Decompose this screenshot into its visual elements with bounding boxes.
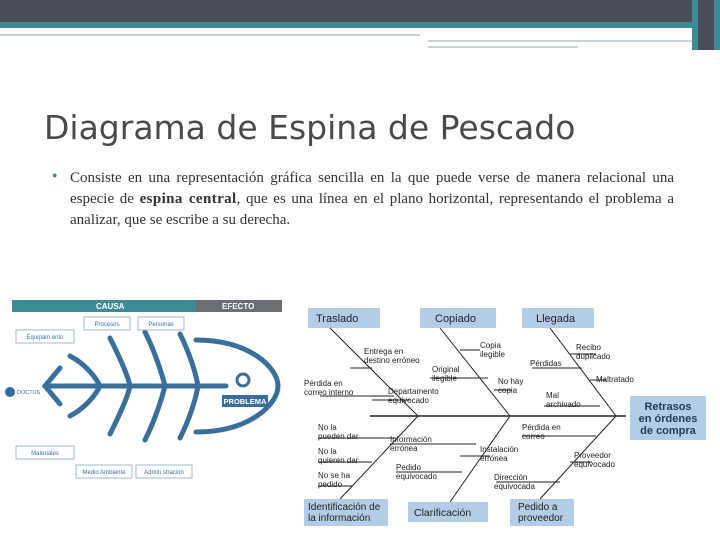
cause-text: Pérdida en correo (522, 423, 561, 441)
cause-text: Pedido equivocado (396, 463, 437, 481)
cause-text: Pérdidas (530, 359, 562, 368)
cause-text: Instalación errónea (480, 445, 519, 463)
fish-bone (110, 338, 130, 386)
slide-body (70, 168, 674, 231)
doctus-logo-icon (5, 387, 15, 397)
fish-bone (145, 332, 165, 386)
category-label: Traslado (316, 313, 359, 325)
fish-diagram (0, 298, 284, 488)
logo-text: DOCTUS (17, 390, 41, 396)
bullet-icon: ● (52, 170, 58, 180)
top-banner-accent (0, 22, 720, 28)
fish-bone (70, 356, 100, 386)
cause-label: Equipam ento (26, 335, 64, 341)
cause-label: Materiales (31, 451, 59, 457)
cause-text: Original ilegible (432, 365, 460, 383)
cause-text: No se ha pedido (318, 471, 351, 489)
decor-line (428, 46, 578, 48)
category-label: Copiado (435, 313, 476, 325)
top-banner (0, 0, 720, 22)
cause-text: No la quieren dar (318, 447, 359, 465)
effect-header: EFECTO (222, 302, 255, 311)
cause-text: Copia ilegible (480, 341, 505, 359)
category-label: Clarificación (414, 507, 472, 519)
fish-bone (145, 386, 165, 440)
problem-label: PROBLEMA (223, 397, 267, 406)
fishbone-diagram (300, 300, 718, 532)
cause-text: No hay copia (498, 377, 524, 395)
cause-label: Procesos (94, 322, 120, 328)
decor-line (0, 34, 420, 36)
category-label: Pedido a proveedor (518, 502, 564, 524)
cause-text: Maltratado (596, 375, 634, 384)
corner-decor (698, 0, 714, 50)
category-label: Llegada (536, 313, 576, 325)
cause-text: Departamento equivocado (388, 387, 439, 405)
cause-text: Mal archivado (546, 391, 581, 409)
cause-text: No la pueden dar (318, 423, 359, 441)
page-title: Diagrama de Espina de Pescado (44, 108, 576, 147)
cause-label: Admin stración (144, 470, 184, 476)
fish-bone (70, 386, 100, 416)
fish-eye-icon (237, 374, 249, 386)
cause-text: Proveedor equivocado (574, 451, 615, 469)
cause-text: Dirección equivocada (494, 473, 535, 491)
cause-header: CAUSA (96, 302, 125, 311)
body-bold-text: espina central (139, 191, 237, 207)
effect-label: Retrasos en órdenes de compra (638, 401, 698, 437)
cause-label: Medio Ambiente (82, 470, 126, 476)
category-label: Identificación de la información (308, 502, 381, 524)
cause-text: Recibo duplicado (576, 343, 611, 361)
decor-line (428, 40, 694, 42)
cause-label: Personas (148, 322, 174, 328)
cause-text: Información errónea (390, 435, 432, 453)
body-text: , que es una línea en el plano horizontal, representando el problema a analizar, que se escribe a su derecha. (70, 191, 674, 228)
fish-bone (110, 386, 130, 434)
body-text: Consiste en una representación gráfica sencilla en la que puede verse de manera relacional una especie de (70, 170, 674, 207)
cause-text: Entrega en destino erróneo (364, 347, 420, 365)
cause-text: Pérdida en correo interno (304, 379, 354, 397)
